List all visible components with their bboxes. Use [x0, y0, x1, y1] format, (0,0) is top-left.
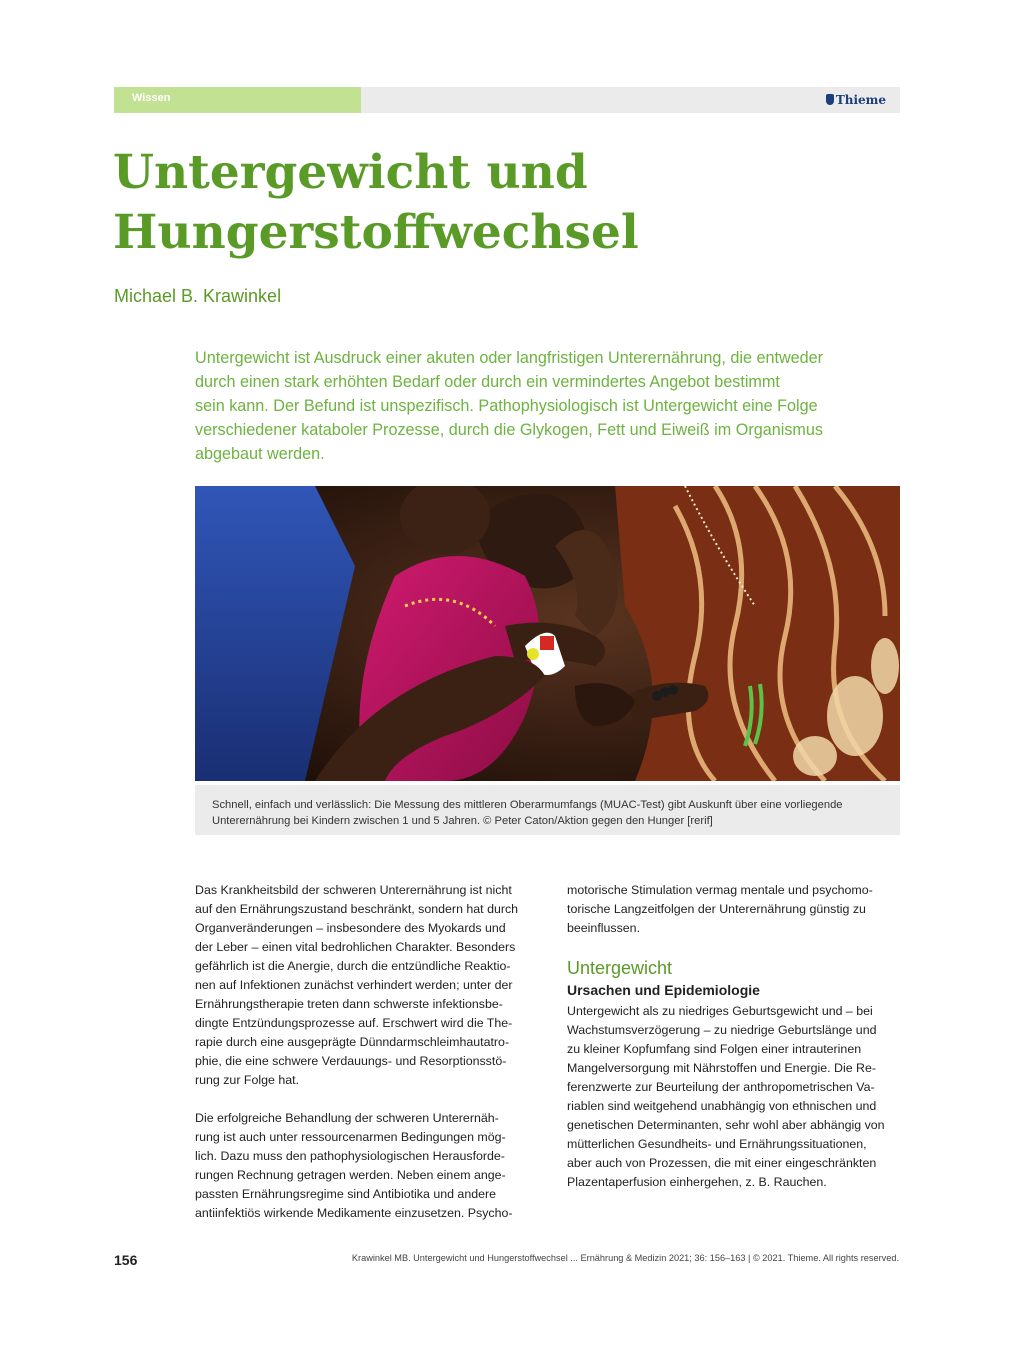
- publisher-logo: [826, 93, 886, 107]
- body-line: dingte Entzündungsprozesse auf. Erschwert wird die The-: [195, 1016, 513, 1030]
- body-line: torische Langzeitfolgen der Unterernährung günstig zu: [567, 902, 866, 916]
- body-line: rung zur Folge hat.: [195, 1073, 300, 1087]
- body-line: Das Krankheitsbild der schweren Unterernährung ist nicht: [195, 883, 512, 897]
- body-column-right: [567, 881, 900, 1192]
- body-line: aber auch von Prozessen, die mit einer eingeschränkten: [567, 1156, 877, 1170]
- body-line: Wachstumsverzögerung – zu niedrige Geburtslänge und: [567, 1023, 877, 1037]
- article-photo: [195, 486, 900, 781]
- publisher-name: Thieme: [835, 93, 886, 107]
- body-line: zu kleiner Kopfumfang sind Folgen einer intrauterinen: [567, 1042, 862, 1056]
- body-line: motorische Stimulation vermag mentale und psychomo-: [567, 883, 873, 897]
- abstract-line: Untergewicht ist Ausdruck einer akuten oder langfristigen Unterernährung, die entweder: [195, 349, 824, 367]
- caption-line: Schnell, einfach und verlässlich: Die Messung des mittleren Oberarmumfangs (MUAC-Test) gibt Auskunft über eine vorliegende: [212, 799, 843, 811]
- footer-citation: Krawinkel MB. Untergewicht und Hungerstoffwechsel ... Ernährung & Medizin 2021; 36: 156–163 | © 2021. Thieme. All rights reserved.: [351, 1253, 899, 1263]
- section-label: Wissen: [132, 92, 171, 104]
- author-name: Michael B. Krawinkel: [114, 286, 282, 306]
- subsection-heading: Ursachen und Epidemiologie: [567, 982, 760, 998]
- section-heading: Untergewicht: [567, 958, 673, 978]
- body-line: Plazentaperfusion einhergehen, z. B. Rauchen.: [567, 1175, 827, 1189]
- body-line: nen auf Infektionen zunächst verhindert werden; unter der: [195, 978, 513, 992]
- body-line: mütterlichen Gesundheits- und Ernährungssituationen,: [567, 1137, 867, 1151]
- body-line: Die erfolgreiche Behandlung der schweren Unterernäh-: [195, 1111, 499, 1125]
- body-line: phie, die eine schwere Verdauungs- und Resorptionsstö-: [195, 1054, 507, 1068]
- body-column-left: [195, 881, 528, 1223]
- body-paragraph: [195, 1109, 528, 1223]
- title-line: Untergewicht und: [113, 145, 588, 200]
- body-line: genetischen Determinanten, sehr wohl aber abhängig von: [567, 1118, 885, 1132]
- caption-line: Unterernährung bei Kindern zwischen 1 und 5 Jahren. © Peter Caton/Aktion gegen den Hunger [rerif]: [212, 815, 713, 827]
- body-line: rung ist auch unter ressourcenarmen Bedingungen mög-: [195, 1130, 506, 1144]
- body-line: rapie durch eine ausgeprägte Dünndarmschleimhautatro-: [195, 1035, 510, 1049]
- body-line: riablen sind weitgehend unabhängig von ethnischen und: [567, 1099, 877, 1113]
- body-line: der Leber – einen vital bedrohlichen Charakter. Besonders: [195, 940, 516, 954]
- page-number: 156: [114, 1252, 138, 1268]
- body-line: ferenzwerte zur Beurteilung der anthropometrischen Va-: [567, 1080, 875, 1094]
- body-line: gefährlich ist die Anergie, durch die entzündliche Reaktio-: [195, 959, 511, 973]
- body-line: antiinfektiös wirkende Medikamente einzusetzen. Psycho-: [195, 1206, 513, 1220]
- section-tag: [114, 87, 361, 113]
- abstract-line: verschiedener kataboler Prozesse, durch die Glykogen, Fett und Eiweiß im Organismus: [195, 421, 824, 439]
- body-line: Ernährungstherapie treten dann schwerste infektionsbe-: [195, 997, 503, 1011]
- figure-caption: [195, 785, 900, 835]
- body-paragraph: [195, 881, 528, 1090]
- abstract-line: abgebaut werden.: [195, 445, 325, 463]
- thieme-shield-icon: [826, 94, 834, 105]
- body-line: passten Ernährungsregime sind Antibiotika und andere: [195, 1187, 497, 1201]
- body-paragraph: [567, 1002, 900, 1192]
- body-line: Organveränderungen – insbesondere des Myokards und: [195, 921, 506, 935]
- abstract-line: sein kann. Der Befund ist unspezifisch. Pathophysiologisch ist Untergewicht eine Folge: [195, 397, 818, 415]
- title-line: Hungerstoffwechsel: [113, 205, 639, 260]
- abstract-line: durch einen stark erhöhten Bedarf oder durch ein vermindertes Angebot bestimmt: [195, 373, 780, 391]
- abstract: [195, 346, 900, 466]
- body-line: beeinflussen.: [567, 921, 641, 935]
- body-line: rungen Rechnung getragen werden. Neben einem ange-: [195, 1168, 506, 1182]
- body-line: lich. Dazu muss den pathophysiologischen Herausforde-: [195, 1149, 505, 1163]
- body-line: Mangelversorgung mit Nährstoffen und Energie. Die Re-: [567, 1061, 877, 1075]
- muac-measurement-photo: [195, 486, 900, 781]
- header-bar: [114, 87, 900, 113]
- body-line: auf den Ernährungszustand beschränkt, sondern hat durch: [195, 902, 519, 916]
- article-title: [113, 143, 903, 263]
- body-line: Untergewicht als zu niedriges Geburtsgewicht und – bei: [567, 1004, 873, 1018]
- body-paragraph: [567, 881, 900, 938]
